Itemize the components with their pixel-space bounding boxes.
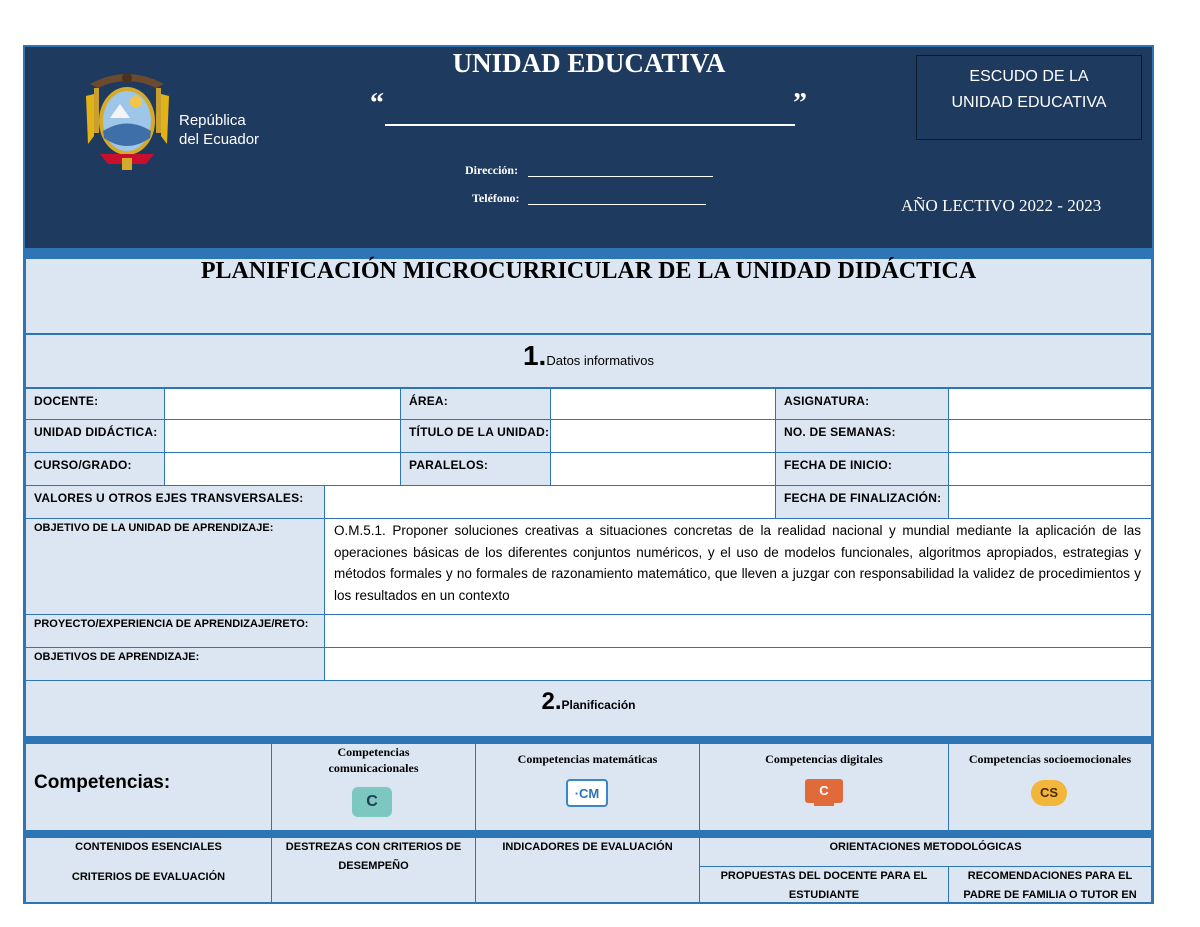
contenidos-label: CONTENIDOS ESENCIALES (75, 841, 222, 853)
digitales-icon: C (805, 779, 843, 803)
semanas-label: NO. DE SEMANAS: (775, 419, 949, 453)
destrezas-header: DESTREZAS CON CRITERIOS DE DESEMPEÑO (271, 837, 476, 903)
unidad-label: UNIDAD DIDÁCTICA: (25, 419, 165, 453)
telefono-line (528, 204, 706, 205)
competencias-digitales: Competencias digitales (699, 743, 949, 831)
comunicacionales-icon: C (352, 787, 392, 817)
direccion-label: Dirección: (465, 163, 519, 177)
titulo-label: TÍTULO DE LA UNIDAD: (400, 419, 551, 453)
indicadores-header: INDICADORES DE EVALUACIÓN (475, 837, 700, 903)
titulo-value[interactable] (550, 419, 776, 453)
matematicas-icon: ·CM (566, 779, 608, 807)
section2-number: 2. (541, 688, 562, 715)
school-title: UNIDAD EDUCATIVA (452, 48, 726, 78)
unidad-value[interactable] (164, 419, 401, 453)
objetivo-label: OBJETIVO DE LA UNIDAD DE APRENDIZAJE: (25, 518, 325, 615)
country-name: República del Ecuador (179, 112, 260, 148)
competencias-matematicas: Competencias matemáticas (475, 743, 700, 831)
propuestas-header: PROPUESTAS DEL DOCENTE PARA EL ESTUDIANTE (699, 866, 949, 903)
proyecto-value[interactable] (324, 614, 1152, 648)
criterios-label: CRITERIOS DE EVALUACIÓN (71, 871, 226, 883)
fecha-inicio-label: FECHA DE INICIO: (775, 452, 949, 486)
objetivo-text: O.M.5.1. Proponer soluciones creativas a situaciones concretas de la realidad nacional y mundial mediante la aplicación de las operaciones básicas de los diferentes conjuntos numéricos, y el uso de modelos funcionales, algoritmos apropiados, estrategias y métodos formales y no formales de razonamiento matemático, que lleven a juzgar con responsabilidad la validez de procedimientos y los resultados en un contexto (324, 518, 1152, 615)
section1-number: 1. (522, 340, 547, 371)
curso-value[interactable] (164, 452, 401, 486)
competencias-socioemocionales: Competencias socioemocionales (948, 743, 1152, 831)
section1-title (25, 340, 1152, 372)
fecha-fin-value[interactable] (948, 485, 1152, 519)
competencias-label: Competencias: (25, 743, 272, 831)
open-quote: “ (370, 88, 384, 119)
docente-label: DOCENTE: (25, 388, 165, 420)
direccion-line (528, 176, 713, 177)
valores-label: VALORES U OTROS EJES TRANSVERSALES: (25, 485, 325, 519)
proyecto-label: PROYECTO/EXPERIENCIA DE APRENDIZAJE/RETO: (25, 614, 325, 648)
doc-title: PLANIFICACIÓN MICROCURRICULAR DE LA UNIDAD DIDÁCTICA (200, 258, 977, 284)
paralelos-label: PARALELOS: (400, 452, 551, 486)
asignatura-value[interactable] (948, 388, 1152, 420)
telefono-label: Teléfono: (472, 191, 520, 205)
section2-label: Planificación (561, 698, 636, 712)
section2-title (25, 688, 1152, 716)
paralelos-value[interactable] (550, 452, 776, 486)
semanas-value[interactable] (948, 419, 1152, 453)
recomendaciones-header: RECOMENDACIONES PARA EL PADRE DE FAMILIA O TUTOR EN (948, 866, 1152, 903)
docente-value[interactable] (164, 388, 401, 420)
section1-label: Datos informativos (546, 353, 654, 368)
header-divider (25, 248, 1152, 258)
objetivos-aprendizaje-label: OBJETIVOS DE APRENDIZAJE: (25, 647, 325, 681)
curso-label: CURSO/GRADO: (25, 452, 165, 486)
close-quote: ” (793, 88, 807, 119)
school-name-line (385, 124, 795, 126)
objetivos-aprendizaje-value[interactable] (324, 647, 1152, 681)
digitales-icon-stand (814, 803, 834, 806)
coat-of-arms-icon (80, 66, 175, 171)
orientaciones-header: ORIENTACIONES METODOLÓGICAS (699, 837, 1152, 867)
area-label: ÁREA: (400, 388, 551, 420)
socioemocionales-icon: CS (1031, 780, 1067, 806)
valores-value[interactable] (324, 485, 776, 519)
escudo-placeholder: ESCUDO DE LA UNIDAD EDUCATIVA (916, 55, 1142, 140)
asignatura-label: ASIGNATURA: (775, 388, 949, 420)
competencias-comunicacionales: Competencias comunicacionales (271, 743, 476, 831)
anio-lectivo: AÑO LECTIVO 2022 - 2023 (901, 196, 1102, 215)
area-value[interactable] (550, 388, 776, 420)
fecha-fin-label: FECHA DE FINALIZACIÓN: (775, 485, 949, 519)
fecha-inicio-value[interactable] (948, 452, 1152, 486)
contenidos-header (25, 837, 272, 903)
